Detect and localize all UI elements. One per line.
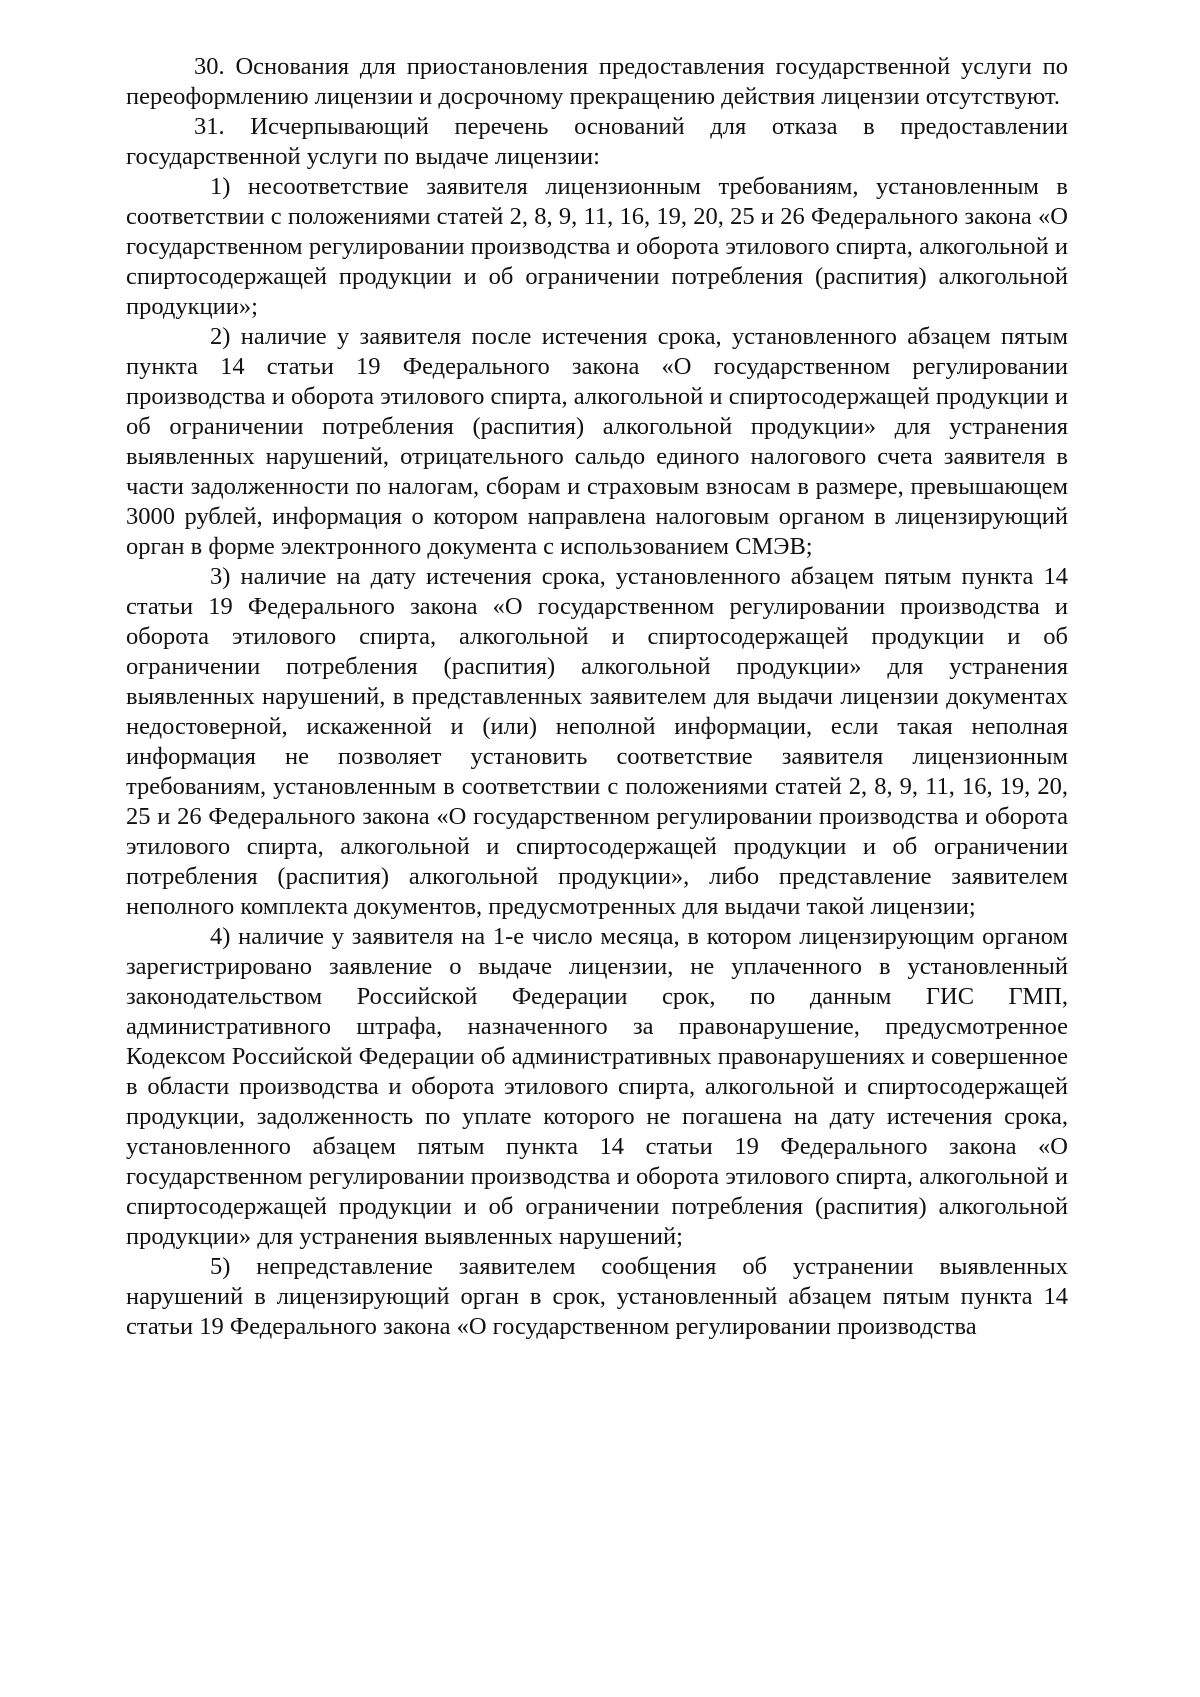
list-item-2: 2) наличие у заявителя после истечения срока, установленного абзацем пятым пункта 14 статьи 19 Федерального закона «О государственном регулировании производства и оборота этилового спирта, алкогольной и спиртосодержащей продукции и об ограничении потребления (распития) алкогольной продукции» для устранения выявленных нарушений, отрицательного сальдо единого налогового счета заявителя в части задолженности по налогам, сборам и страховым взносам в размере, превышающем 3000 рублей, информация о котором направлена налоговым органом в лицензирующий орган в форме электронного документа с использованием СМЭВ; [126,323,1068,560]
list-item-4: 4) наличие у заявителя на 1-е число месяца, в котором лицензирующим органом зарегистрировано заявление о выдаче лицензии, не уплаченного в установленный законодательством Российской Федерации срок, по данным ГИС ГМП, административного штрафа, назначенного за правонарушение, предусмотренное Кодексом Российской Федерации об административных правонарушениях и совершенное в области производства и оборота этилового спирта, алкогольной и спиртосодержащей продукции, задолженность по уплате которого не погашена на дату истечения срока, установленного абзацем пятым пункта 14 статьи 19 Федерального закона «О государственном регулировании производства и оборота этилового спирта, алкогольной и спиртосодержащей продукции и об ограничении потребления (распития) алкогольной продукции» для устранения выявленных нарушений; [126,923,1068,1250]
list-item-1: 1) несоответствие заявителя лицензионным требованиям, установленным в соответствии с положениями статей 2, 8, 9, 11, 16, 19, 20, 25 и 26 Федерального закона «О государственном регулировании производства и оборота этилового спирта, алкогольной и спиртосодержащей продукции и об ограничении потребления (распития) алкогольной продукции»; [126,173,1068,320]
list-item-5: 5) непредставление заявителем сообщения об устранении выявленных нарушений в лицензирующий орган в срок, установленный абзацем пятым пункта 14 статьи 19 Федерального закона «О государственном регулировании производства [126,1253,1068,1340]
document-page [126,52,1068,1342]
list-item-3: 3) наличие на дату истечения срока, установленного абзацем пятым пункта 14 статьи 19 Федерального закона «О государственном регулировании производства и оборота этилового спирта, алкогольной и спиртосодержащей продукции и об ограничении потребления (распития) алкогольной продукции» для устранения выявленных нарушений, в представленных заявителем для выдачи лицензии документах недостоверной, искаженной и (или) неполной информации, если такая неполная информация не позволяет установить соответствие заявителя лицензионным требованиям, установленным в соответствии с положениями статей 2, 8, 9, 11, 16, 19, 20, 25 и 26 Федерального закона «О государственном регулировании производства и оборота этилового спирта, алкогольной и спиртосодержащей продукции и об ограничении потребления (распития) алкогольной продукции», либо представление заявителем неполного комплекта документов, предусмотренных для выдачи такой лицензии; [126,563,1068,920]
paragraph-31: 31. Исчерпывающий перечень оснований для отказа в предоставлении государственной услуги по выдаче лицензии: [126,113,1068,170]
paragraph-30: 30. Основания для приостановления предоставления государственной услуги по переоформлению лицензии и досрочному прекращению действия лицензии отсутствуют. [126,53,1068,110]
